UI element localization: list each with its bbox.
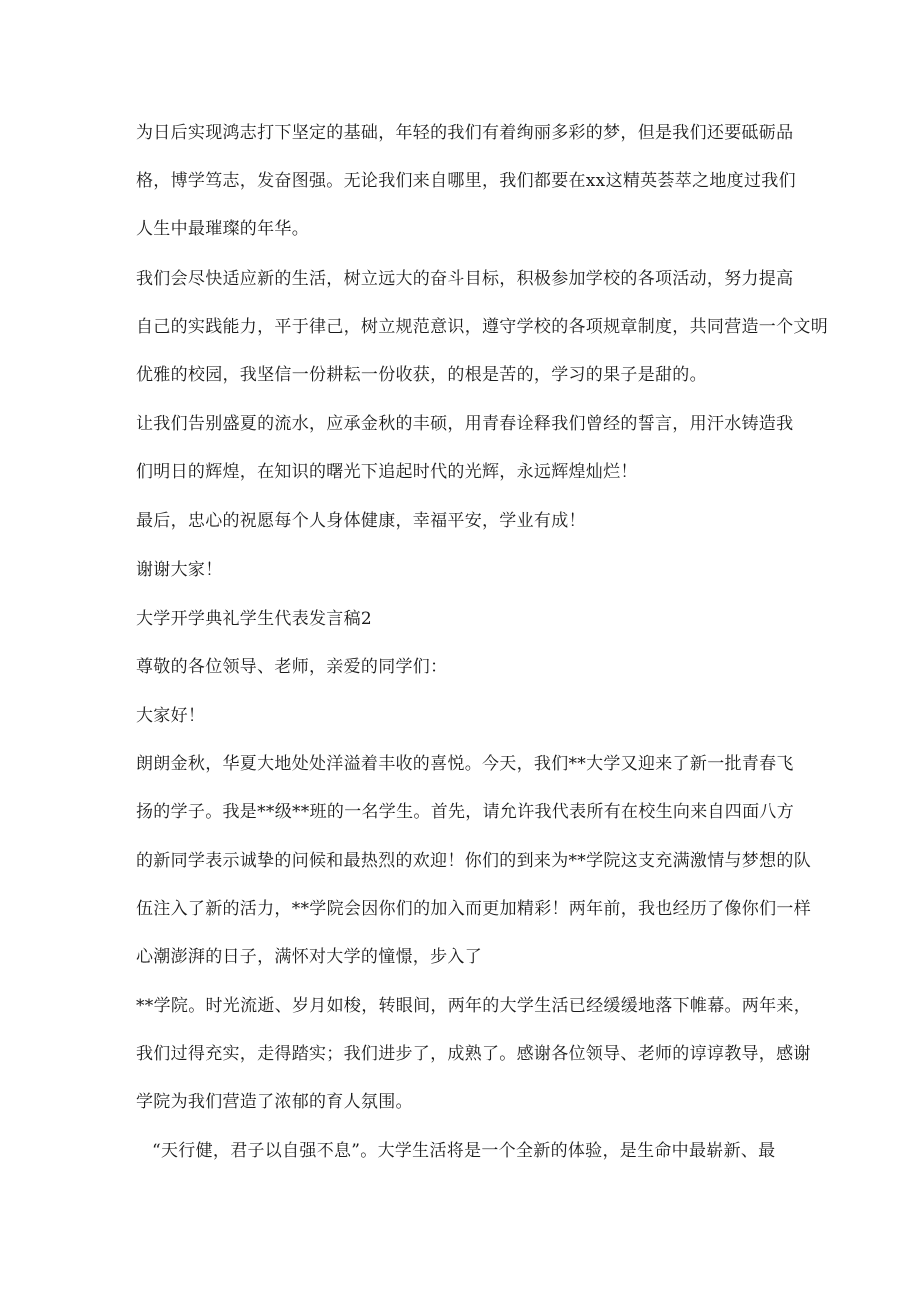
text-line: 学院为我们营造了浓郁的育人氛围。 [136,1092,413,1112]
text-line: 朗朗金秋，华夏大地处处洋溢着丰收的喜悦。今天，我们**大学又迎来了新一批青春飞 [136,754,794,774]
salutation-line: 尊敬的各位领导、老师，亲爱的同学们： [136,657,448,677]
text-line: 我们会尽快适应新的生活，树立远大的奋斗目标，积极参加学校的各项活动，努力提高 [136,269,794,289]
text-line: 我们过得充实，走得踏实；我们进步了，成熟了。感谢各位领导、老师的谆谆教导，感谢 [136,1044,811,1064]
greeting-line: 大家好！ [136,706,206,726]
text-line: 们明日的辉煌，在知识的曙光下追起时代的光辉，永远辉煌灿烂！ [136,462,638,482]
text-line: 最后，忠心的祝愿每个人身体健康，幸福平安，学业有成！ [136,511,586,531]
section-heading: 大学开学典礼学生代表发言稿2 [136,609,373,629]
text-line: 扬的学子。我是**级**班的一名学生。首先，请允许我代表所有在校生向来自四面八方 [136,802,794,822]
text-line: 优雅的校园，我坚信一份耕耘一份收获，的根是苦的，学习的果子是甜的。 [136,365,707,385]
text-line: 谢谢大家！ [136,560,223,580]
text-line: 为日后实现鸿志打下坚定的基础，年轻的我们有着绚丽多彩的梦，但是我们还要砥砺品 [136,123,794,143]
text-line: 让我们告别盛夏的流水，应承金秋的丰硕，用青春诠释我们曾经的誓言，用汗水铸造我 [136,414,794,434]
text-line: “天行健，君子以自强不息”。大学生活将是一个全新的体验，是生命中最崭新、最 [152,1141,776,1161]
text-line: 格，博学笃志，发奋图强。无论我们来自哪里，我们都要在xx这精英荟萃之地度过我们 [136,171,796,191]
text-line: 人生中最璀璨的年华。 [136,219,309,239]
text-line: 心潮澎湃的日子，满怀对大学的憧憬，步入了 [136,947,482,967]
text-line: **学院。时光流逝、岁月如梭，转眼间，两年的大学生活已经缓缓地落下帷幕。两年来， [136,996,811,1016]
text-line: 的新同学表示诚挚的问候和最热烈的欢迎！你们的到来为**学院这支充满激情与梦想的队 [136,851,811,871]
text-line: 伍注入了新的活力，**学院会因你们的加入而更加精彩！两年前，我也经历了像你们一样 [136,899,811,919]
text-line: 自己的实践能力，平于律己，树立规范意识，遵守学校的各项规章制度，共同营造一个文明 [136,317,828,337]
